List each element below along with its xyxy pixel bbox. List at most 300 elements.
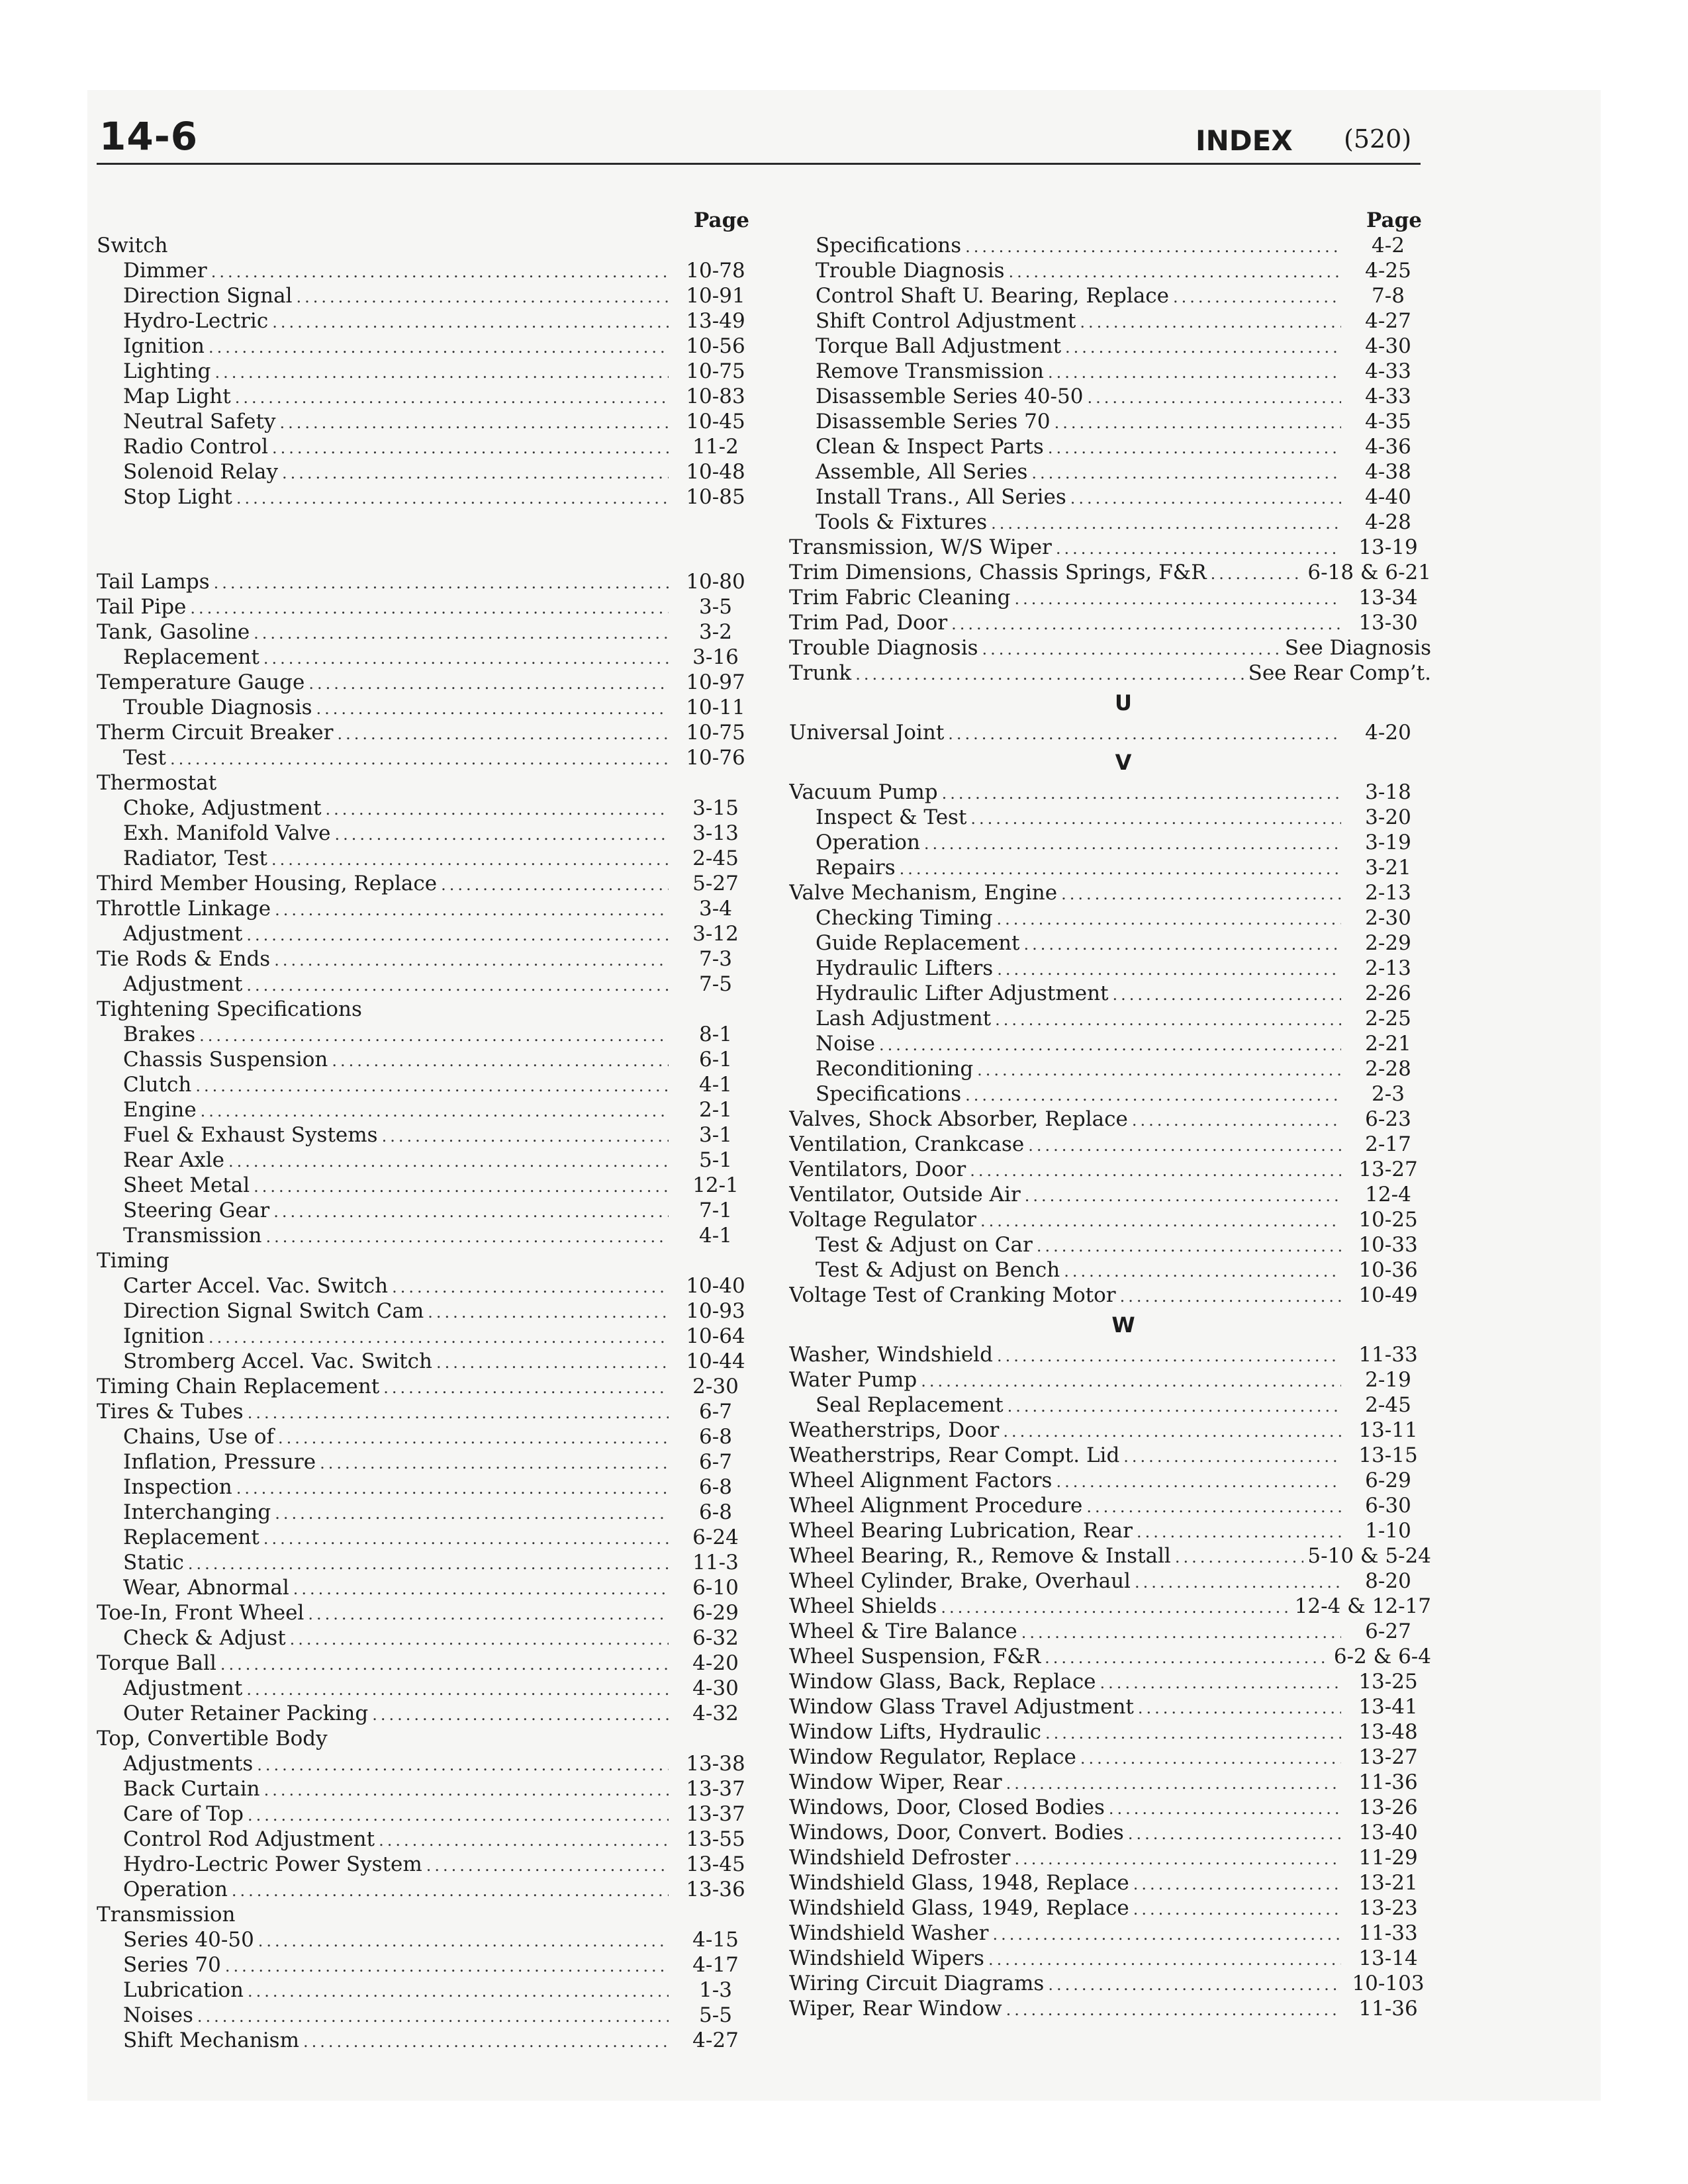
entry-topic: Ignition (123, 334, 205, 358)
dot-leader (1173, 285, 1341, 308)
dot-leader (254, 1174, 669, 1198)
entry-topic: Inflation, Pressure (123, 1450, 316, 1474)
entry-topic: Timing (97, 1249, 169, 1273)
index-subentry (789, 359, 1431, 384)
entry-topic: Torque Ball (97, 1651, 216, 1675)
entry-topic: Weatherstrips, Door (789, 1418, 1000, 1442)
entry-topic: Wheel Bearing Lubrication, Rear (789, 1519, 1133, 1543)
dot-leader (392, 1275, 669, 1298)
entry-page-ref: 10-33 (1358, 1233, 1418, 1257)
page-column-label: Page (1366, 208, 1422, 232)
index-subentry (97, 308, 759, 334)
entry-page-ref: 4-25 (1365, 259, 1411, 283)
dot-leader (1132, 1108, 1341, 1132)
entry-page-ref: 11-2 (692, 435, 739, 459)
index-subentry (789, 434, 1431, 459)
entry-page-ref: 3-13 (692, 821, 739, 845)
index-entry (97, 720, 759, 745)
entry-topic: Timing Chain Replacement (97, 1375, 380, 1398)
index-subentry (97, 1072, 759, 1097)
dot-leader (970, 1158, 1341, 1182)
index-entry (789, 610, 1431, 635)
entry-topic: Hydraulic Lifters (816, 956, 994, 980)
entry-topic: Test & Adjust on Bench (816, 1258, 1060, 1282)
entry-page-ref: 7-3 (699, 947, 732, 971)
index-subentry (97, 1927, 759, 1952)
entry-page-ref: 3-19 (1365, 831, 1411, 854)
entry-page-ref: 1-10 (1365, 1519, 1411, 1543)
entry-topic: Window Regulator, Replace (789, 1745, 1076, 1769)
index-subentry (97, 1625, 759, 1651)
index-subentry (97, 1047, 759, 1072)
entry-topic: Wheel Suspension, F&R (789, 1645, 1041, 1668)
index-entry (789, 1745, 1431, 1770)
index-entry (789, 1443, 1431, 1468)
entry-page-ref: 13-55 (686, 1827, 745, 1851)
entry-topic: Ignition (123, 1324, 205, 1348)
dot-leader (996, 907, 1341, 931)
index-subentry (789, 510, 1431, 535)
dot-leader (1031, 461, 1341, 484)
entry-topic: Ventilators, Door (789, 1158, 966, 1181)
entry-topic: Transmission (123, 1224, 262, 1248)
dot-leader (308, 1602, 669, 1625)
dot-leader (1006, 1997, 1341, 2021)
index-entry (789, 1132, 1431, 1157)
index-subentry (97, 1827, 759, 1852)
entry-topic: Test & Adjust on Car (816, 1233, 1033, 1257)
entry-page-ref: 6-2 & 6-4 (1333, 1645, 1431, 1668)
entry-page-ref: 13-19 (1358, 535, 1418, 559)
index-subentry (97, 695, 759, 720)
dot-leader (320, 1451, 669, 1475)
entry-topic: Chains, Use of (123, 1425, 275, 1449)
entry-page-ref: 13-48 (1358, 1720, 1418, 1744)
entry-topic: Replacement (123, 645, 259, 669)
entry-page-ref: 12-4 & 12-17 (1294, 1594, 1431, 1618)
entry-topic: Shift Mechanism (123, 2028, 299, 2052)
dot-leader (1065, 335, 1341, 359)
index-entry (97, 1248, 759, 1273)
dot-leader (997, 957, 1341, 981)
index-entry (789, 585, 1431, 610)
entry-topic: Install Trans., All Series (816, 485, 1066, 509)
section-gap (97, 510, 759, 569)
dot-leader (995, 1007, 1341, 1031)
entry-page-ref: 10-40 (686, 1274, 745, 1298)
page-title: INDEX (1196, 124, 1293, 157)
entry-page-ref: 13-26 (1358, 1796, 1418, 1819)
entry-page-ref: 4-27 (692, 2028, 739, 2052)
entry-topic: Trim Pad, Door (789, 611, 948, 635)
entry-topic: Sheet Metal (123, 1173, 250, 1197)
entry-topic: Window Glass Travel Adjustment (789, 1695, 1134, 1719)
dot-leader (1133, 1872, 1341, 1895)
dot-leader (436, 1350, 669, 1374)
entry-page-ref: 2-45 (692, 846, 739, 870)
right-index-column (789, 208, 1431, 2021)
entry-page-ref: 2-26 (1365, 981, 1411, 1005)
entry-page-ref: 10-93 (686, 1299, 745, 1323)
index-entry (789, 1719, 1431, 1745)
entry-topic: Specifications (816, 234, 962, 257)
entry-page-ref: 11-3 (692, 1551, 739, 1574)
dot-leader (190, 596, 669, 619)
index-subentry (789, 258, 1431, 283)
dot-leader (879, 1032, 1341, 1056)
dot-leader (303, 2029, 669, 2053)
entry-topic: Stromberg Accel. Vac. Switch (123, 1349, 432, 1373)
index-entry (97, 770, 759, 796)
entry-topic: Vacuum Pump (789, 780, 938, 804)
index-subentry (97, 2028, 759, 2053)
index-entry (97, 569, 759, 594)
index-entry (97, 1399, 759, 1424)
dot-leader (332, 1048, 669, 1072)
entry-topic: Check & Adjust (123, 1626, 286, 1650)
entry-page-ref: 4-2 (1372, 234, 1405, 257)
entry-topic: Voltage Regulator (789, 1208, 976, 1232)
index-subentry (97, 359, 759, 384)
dot-leader (1061, 882, 1341, 905)
index-entry (789, 780, 1431, 805)
entry-page-ref: See Rear Comp’t. (1248, 661, 1431, 685)
index-entry (789, 1996, 1431, 2021)
dot-leader (272, 435, 669, 459)
entry-page-ref: 13-36 (686, 1878, 745, 1901)
index-subentry (789, 1031, 1431, 1056)
entry-topic: Windshield Wipers (789, 1946, 984, 1970)
index-subentry (789, 233, 1431, 258)
entry-topic: Guide Replacement (816, 931, 1020, 955)
entry-page-ref: 10-80 (686, 570, 745, 594)
entry-page-ref: 13-34 (1358, 586, 1418, 610)
entry-page-ref: 5-5 (699, 2003, 732, 2027)
entry-topic: Thermostat (97, 771, 217, 795)
entry-page-ref: 6-10 (692, 1576, 739, 1600)
entry-page-ref: 10-64 (686, 1324, 745, 1348)
index-entry (789, 1182, 1431, 1207)
entry-page-ref: 2-28 (1365, 1057, 1411, 1081)
entry-topic: Trim Dimensions, Chassis Springs, F&R (789, 561, 1207, 584)
index-entry (789, 1669, 1431, 1694)
entry-page-ref: 12-4 (1365, 1183, 1411, 1206)
entry-page-ref: 10-49 (1358, 1283, 1418, 1307)
dot-leader (1100, 1670, 1341, 1694)
entry-topic: Trouble Diagnosis (123, 696, 312, 719)
entry-topic: Voltage Test of Cranking Motor (789, 1283, 1116, 1307)
entry-page-ref: 13-38 (686, 1752, 745, 1776)
dot-leader (1006, 1771, 1341, 1795)
dot-leader (263, 1526, 669, 1550)
dot-leader (941, 1595, 1290, 1619)
entry-page-ref: 6-1 (699, 1048, 732, 1071)
dot-leader (308, 671, 669, 695)
dot-leader (1021, 1620, 1341, 1644)
entry-topic: Assemble, All Series (816, 460, 1028, 484)
entry-page-ref: 6-29 (692, 1601, 739, 1625)
index-subentry (789, 484, 1431, 510)
dot-leader (225, 1954, 669, 1978)
entry-page-ref: 3-1 (699, 1123, 732, 1147)
entry-page-ref: 13-25 (1358, 1670, 1418, 1694)
index-entry (789, 1694, 1431, 1719)
entry-page-ref: 10-25 (1358, 1208, 1418, 1232)
dot-leader (1086, 1494, 1341, 1518)
entry-page-ref: 13-15 (1358, 1443, 1418, 1467)
entry-page-ref: 10-45 (686, 410, 745, 433)
index-subentry (97, 745, 759, 770)
entry-page-ref: 2-13 (1365, 881, 1411, 905)
dot-leader (272, 310, 669, 334)
dot-leader (1008, 1394, 1341, 1418)
entry-topic: Noises (123, 2003, 193, 2027)
dot-leader (379, 1828, 669, 1852)
entry-topic: Throttle Linkage (97, 897, 271, 921)
entry-page-ref: 2-21 (1365, 1032, 1411, 1056)
dot-leader (188, 1551, 669, 1575)
dot-leader (257, 1752, 669, 1776)
index-entry (789, 880, 1431, 905)
dot-leader (924, 831, 1341, 855)
entry-page-ref: 3-4 (699, 897, 732, 921)
entry-topic: Valve Mechanism, Engine (789, 881, 1058, 905)
dot-leader (1064, 1259, 1341, 1283)
entry-topic: Switch (97, 234, 168, 257)
entry-topic: Water Pump (789, 1368, 917, 1392)
entry-topic: Lash Adjustment (816, 1007, 992, 1030)
index-entry (789, 1946, 1431, 1971)
entry-page-ref: 11-33 (1358, 1343, 1418, 1367)
entry-topic: Engine (123, 1098, 197, 1122)
index-entry (97, 1600, 759, 1625)
entry-page-ref: 10-75 (686, 359, 745, 383)
index-entry (789, 1921, 1431, 1946)
dot-leader (980, 1208, 1341, 1232)
entry-topic: Shift Control Adjustment (816, 309, 1076, 333)
dot-leader (1133, 1897, 1341, 1921)
index-subentry (97, 1122, 759, 1148)
entry-topic: Control Shaft U. Bearing, Replace (816, 284, 1170, 308)
dot-leader (264, 1778, 669, 1801)
index-subentry (97, 258, 759, 283)
index-entry (97, 594, 759, 619)
dot-leader (254, 621, 669, 645)
index-subentry (97, 1198, 759, 1223)
entry-page-ref: 13-11 (1358, 1418, 1418, 1442)
entry-page-ref: 7-5 (699, 972, 732, 996)
entry-page-ref: 10-103 (1352, 1972, 1425, 1995)
section-letter: W (1111, 1312, 1135, 1338)
entry-topic: Neutral Safety (123, 410, 276, 433)
left-index-column (97, 208, 759, 2053)
dot-leader (326, 797, 669, 821)
dot-leader (1113, 982, 1342, 1006)
dot-leader (991, 511, 1341, 535)
entry-page-ref: 6-8 (699, 1475, 732, 1499)
entry-page-ref: 3-21 (1365, 856, 1411, 880)
index-entry (97, 896, 759, 921)
entry-topic: Temperature Gauge (97, 670, 305, 694)
dot-leader (246, 973, 669, 997)
entry-topic: Disassemble Series 70 (816, 410, 1051, 433)
dot-leader (1128, 1821, 1341, 1845)
entry-page-ref: 3-18 (1365, 780, 1411, 804)
entry-page-ref: 4-40 (1365, 485, 1411, 509)
entry-topic: Map Light (123, 385, 231, 408)
index-subentry (97, 484, 759, 510)
dot-leader (997, 1343, 1341, 1367)
entry-page-ref: 13-45 (686, 1852, 745, 1876)
dot-leader (372, 1702, 669, 1726)
page-number: 14-6 (99, 114, 199, 159)
entry-page-ref: 11-33 (1358, 1921, 1418, 1945)
index-entry (789, 560, 1431, 585)
dot-leader (942, 781, 1341, 805)
index-entry (789, 720, 1431, 745)
index-subentry (789, 931, 1431, 956)
entry-page-ref: 10-78 (686, 259, 745, 283)
index-subentry (97, 384, 759, 409)
entry-topic: Trouble Diagnosis (816, 259, 1005, 283)
entry-topic: Tires & Tubes (97, 1400, 244, 1424)
dot-leader (1109, 1796, 1341, 1820)
entry-page-ref: 3-2 (699, 620, 732, 644)
entry-page-ref: 10-97 (686, 670, 745, 694)
dot-leader (1123, 1444, 1341, 1468)
index-subentry (789, 956, 1431, 981)
entry-page-ref: 4-1 (699, 1224, 732, 1248)
entry-page-ref: 5-1 (699, 1148, 732, 1172)
index-subentry (97, 1148, 759, 1173)
index-subentry (97, 1801, 759, 1827)
dot-leader (921, 1369, 1341, 1392)
index-entry (789, 635, 1431, 660)
index-subentry (97, 2003, 759, 2028)
entry-page-ref: 4-27 (1365, 309, 1411, 333)
index-entry (789, 1820, 1431, 1845)
dot-leader (232, 1878, 669, 1902)
index-subentry (97, 283, 759, 308)
index-subentry (97, 334, 759, 359)
dot-leader (1135, 1570, 1341, 1594)
dot-leader (1003, 1419, 1341, 1443)
dot-leader (965, 234, 1341, 258)
entry-page-ref: 3-12 (692, 922, 739, 946)
entry-page-ref: 12-1 (692, 1173, 739, 1197)
entry-topic: Washer, Windshield (789, 1343, 993, 1367)
index-subentry (789, 1232, 1431, 1257)
entry-topic: Windshield Washer (789, 1921, 989, 1945)
dot-leader (266, 1224, 669, 1248)
entry-page-ref: 4-17 (692, 1953, 739, 1977)
entry-page-ref: 11-36 (1358, 1997, 1418, 2021)
entry-topic: Windshield Defroster (789, 1846, 1011, 1870)
entry-topic: Wiper, Rear Window (789, 1997, 1002, 2021)
entry-page-ref: 13-27 (1358, 1158, 1418, 1181)
dot-leader (1009, 259, 1341, 283)
index-subentry (97, 846, 759, 871)
entry-page-ref: 10-76 (686, 746, 745, 770)
index-subentry (97, 1349, 759, 1374)
index-subentry (97, 1550, 759, 1575)
index-entry (789, 1845, 1431, 1870)
dot-leader (1070, 486, 1341, 510)
index-subentry (97, 1751, 759, 1776)
index-subentry (97, 434, 759, 459)
entry-topic: Replacement (123, 1525, 259, 1549)
entry-topic: Control Rod Adjustment (123, 1827, 375, 1851)
entry-topic: Reconditioning (816, 1057, 974, 1081)
entry-topic: Static (123, 1551, 184, 1574)
entry-page-ref: 3-15 (692, 796, 739, 820)
entry-page-ref: 8-20 (1365, 1569, 1411, 1593)
index-entry (789, 1518, 1431, 1543)
entry-page-ref: 4-1 (699, 1073, 732, 1097)
dot-leader (1037, 1234, 1341, 1257)
dot-leader (236, 486, 669, 510)
dot-leader (1137, 1520, 1341, 1543)
entry-page-ref: 2-17 (1365, 1132, 1411, 1156)
entry-page-ref: 2-29 (1365, 931, 1411, 955)
entry-page-ref: 2-45 (1365, 1393, 1411, 1417)
entry-page-ref: 6-8 (699, 1500, 732, 1524)
entry-topic: Back Curtain (123, 1777, 260, 1801)
entry-topic: Radiator, Test (123, 846, 267, 870)
entry-page-ref: 13-37 (686, 1777, 745, 1801)
entry-topic: Fuel & Exhaust Systems (123, 1123, 378, 1147)
dot-leader (1048, 435, 1341, 459)
entry-topic: Test (123, 746, 166, 770)
index-subentry (97, 921, 759, 946)
dot-leader (1048, 360, 1341, 384)
entry-page-ref: 6-8 (699, 1425, 732, 1449)
entry-topic: Remove Transmission (816, 359, 1044, 383)
index-subentry (789, 981, 1431, 1006)
entry-page-ref: 10-48 (686, 460, 745, 484)
dot-leader (282, 461, 669, 484)
dot-leader (214, 570, 669, 594)
entry-page-ref: 8-1 (699, 1023, 732, 1046)
entry-topic: Window Lifts, Hydraulic (789, 1720, 1041, 1744)
entry-page-ref: 10-56 (686, 334, 745, 358)
entry-topic: Ventilation, Crankcase (789, 1132, 1025, 1156)
entry-page-ref: 4-30 (1365, 334, 1411, 358)
header-rule (97, 163, 1421, 165)
entry-topic: Clean & Inspect Parts (816, 435, 1044, 459)
entry-page-ref: 2-1 (699, 1098, 732, 1122)
dot-leader (1080, 310, 1341, 334)
index-entry (789, 1543, 1431, 1569)
entry-page-ref: 4-33 (1365, 385, 1411, 408)
entry-page-ref: See Diagnosis (1284, 636, 1431, 660)
entry-page-ref: 6-23 (1365, 1107, 1411, 1131)
index-subentry (97, 459, 759, 484)
dot-leader (428, 1300, 669, 1324)
section-letter: V (1115, 750, 1132, 775)
dot-leader (383, 1375, 669, 1399)
entry-topic: Tightening Specifications (97, 997, 362, 1021)
index-subentry (97, 1852, 759, 1877)
entry-topic: Checking Timing (816, 906, 993, 930)
index-entry (789, 1283, 1431, 1308)
dot-leader (293, 1576, 669, 1600)
entry-page-ref: 13-40 (1358, 1821, 1418, 1844)
index-entry (97, 997, 759, 1022)
dot-leader (211, 259, 669, 283)
entry-topic: Wheel & Tire Balance (789, 1619, 1017, 1643)
dot-leader (263, 646, 669, 670)
